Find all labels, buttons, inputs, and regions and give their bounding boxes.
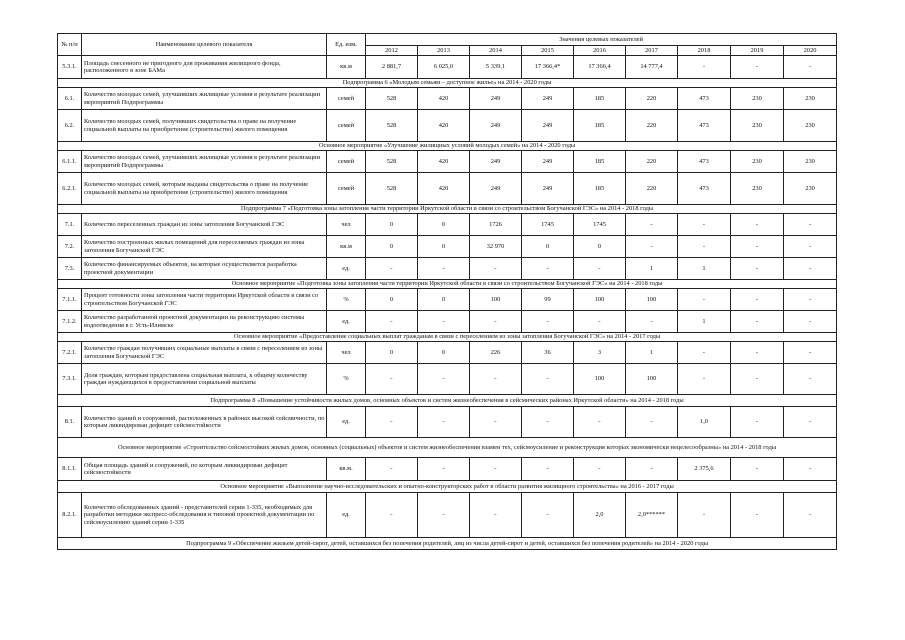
value-cell: 100 [470,289,522,311]
value-cell: 249 [470,173,522,205]
value-cell: 185 [574,173,626,205]
value-cell: 185 [574,110,626,142]
indicator-unit: семей [327,88,366,110]
row-number: 7.1. [58,214,82,236]
section-title: Подпрограмма 7 «Подготовка зоны затопления части территории Иркутской области в связи со строительством Богучанской ГЭС» на 2014 - 2018 годы [58,205,837,214]
indicator-unit: ед. [327,258,366,280]
value-cell: 0 [522,236,574,258]
table-row [58,258,837,280]
header-year: 2012 [366,46,418,56]
value-cell: 230 [731,110,784,142]
header-unit: Ед. изм. [327,34,366,56]
value-cell: 0 [418,236,470,258]
value-cell: 528 [366,151,418,173]
table-row [58,151,837,173]
table-row [58,493,837,538]
value-cell: - [470,364,522,395]
value-cell: - [366,493,418,538]
section-title: Основное мероприятие «Строительство сейсмостойких жилых домов, основных (социальных) объектов и систем жизнеобеспечения взамен тех, сейсмоусиление и реконструкция которых экономически нецелесообразны» на 2014 - 2018 годы [58,438,837,458]
value-cell: 1745 [574,214,626,236]
value-cell: 249 [470,88,522,110]
header-year: 2013 [418,46,470,56]
value-cell: 0 [366,214,418,236]
indicator-name: Количество молодых семей, которым выданы свидетельства о праве на получение социальной выплаты на приобретение (строительство) жилого помещения [82,173,327,205]
indicator-unit: кв.м [327,236,366,258]
indicator-unit: ед. [327,407,366,438]
value-cell: - [731,364,784,395]
value-cell: - [678,236,731,258]
header-year: 2017 [626,46,678,56]
table-row [58,311,837,333]
row-number: 7.3.1. [58,364,82,395]
value-cell: - [366,407,418,438]
value-cell: - [626,236,678,258]
value-cell: 185 [574,88,626,110]
value-cell: - [418,311,470,333]
value-cell: 1745 [522,214,574,236]
value-cell: 420 [418,173,470,205]
value-cell: - [522,311,574,333]
value-cell: - [522,258,574,280]
value-cell: - [731,236,784,258]
table-row [58,173,837,205]
row-number: 8.1.1. [58,458,82,481]
indicator-name: Количество построенных жилых помещений для переселяемых граждан из зоны затопления Богучанской ГЭС [82,236,327,258]
value-cell: - [418,493,470,538]
indicator-unit: кв.м. [327,458,366,481]
value-cell: 420 [418,110,470,142]
section-title: Основное мероприятие «Подготовка зоны затопления части территории Иркутской области в связи со строительством Богучанской ГЭС» на 2014 - 2018 годы [58,280,837,289]
value-cell: 473 [678,110,731,142]
value-cell: - [574,458,626,481]
section-title: Основное мероприятие «Выполнение научно-исследовательских и опытно-конструкторских работ в области развития жилищного строительства» на 2016 - 2017 годы [58,481,837,493]
indicator-name: Количество переселенных граждан из зоны затопления Богучанской ГЭС [82,214,327,236]
value-cell: 230 [731,88,784,110]
value-cell: - [784,214,837,236]
value-cell: 0 [418,214,470,236]
value-cell: - [626,458,678,481]
value-cell: - [784,56,837,79]
value-cell: 473 [678,151,731,173]
value-cell: - [626,407,678,438]
value-cell: - [731,458,784,481]
value-cell: 230 [784,173,837,205]
value-cell: 249 [522,88,574,110]
value-cell: - [470,493,522,538]
value-cell: - [470,258,522,280]
value-cell: 100 [626,364,678,395]
value-cell: - [366,458,418,481]
value-cell: 1 [626,258,678,280]
row-number: 6.2.1. [58,173,82,205]
value-cell: - [522,364,574,395]
value-cell: 528 [366,88,418,110]
value-cell: - [522,407,574,438]
indicator-unit: % [327,364,366,395]
table-row [58,407,837,438]
table-row [58,88,837,110]
indicator-unit: ед. [327,493,366,538]
value-cell: - [366,258,418,280]
value-cell: 230 [784,88,837,110]
table-row [58,56,837,79]
value-cell: 420 [418,151,470,173]
value-cell: 17 366,4* [522,56,574,79]
value-cell: - [626,311,678,333]
indicator-name: Количество финансируемых объектов, на которые осуществляется разработка проектной документации [82,258,327,280]
row-number: 8.1. [58,407,82,438]
section-row [58,333,837,342]
value-cell: - [574,311,626,333]
value-cell: 249 [522,151,574,173]
value-cell: 0 [574,236,626,258]
section-title: Основное мероприятие «Предоставление социальных выплат гражданам в связи с переселением из зоны затопления Богучанской ГЭС» на 2014 - 2017 годы [58,333,837,342]
section-row [58,438,837,458]
value-cell: 36 [522,342,574,364]
value-cell: - [678,56,731,79]
value-cell: 100 [574,289,626,311]
value-cell: 0 [418,289,470,311]
indicator-name: Общая площадь зданий и сооружений, по которым ликвидирован дефицит сейсмостойкости [82,458,327,481]
section-row [58,280,837,289]
table-row [58,289,837,311]
row-number: 7.1.1. [58,289,82,311]
value-cell: - [784,236,837,258]
indicator-unit: семей [327,110,366,142]
value-cell: - [784,493,837,538]
value-cell: 3 [574,342,626,364]
indicator-unit: кв.м [327,56,366,79]
target-indicators-table [57,33,837,550]
value-cell: 100 [574,364,626,395]
value-cell: - [678,364,731,395]
section-title: Основное мероприятие «Улучшение жилищных условий молодых семей» на 2014 - 2020 годы [58,142,837,151]
value-cell: 0 [366,236,418,258]
value-cell: - [678,342,731,364]
value-cell: - [418,258,470,280]
header-indicator-name: Наименование целевого показателя [82,34,327,56]
value-cell: - [678,493,731,538]
row-number: 7.2. [58,236,82,258]
row-number: 8.2.1. [58,493,82,538]
section-row [58,538,837,550]
row-number: 7.2.1. [58,342,82,364]
value-cell: - [784,311,837,333]
value-cell: 230 [784,151,837,173]
indicator-name: Количество молодых семей, получивших свидетельства о праве на получение социальной выплаты на приобретение (строительство) жилого помещения [82,110,327,142]
indicator-name: Доля граждан, которым предоставлена социальная выплата, к общему количеству граждан нуждающихся в предоставлении социальной выплаты [82,364,327,395]
table-row [58,458,837,481]
value-cell: 1,0 [678,407,731,438]
value-cell: - [784,458,837,481]
header-year: 2018 [678,46,731,56]
value-cell: 2,0 [574,493,626,538]
value-cell: 14 777,4 [626,56,678,79]
value-cell: - [678,214,731,236]
indicator-name: Процент готовности зоны затопления части территории Иркутской области в связи со строительством Богучанской ГЭС [82,289,327,311]
value-cell: - [784,258,837,280]
value-cell: - [522,493,574,538]
indicator-table-sheet [57,33,835,550]
value-cell: 220 [626,151,678,173]
value-cell: 0 [366,342,418,364]
indicator-name: Количество граждан получивших социальные выплаты в связи с переселением из зоны затопления Богучанской ГЭС [82,342,327,364]
value-cell: 420 [418,88,470,110]
section-row [58,205,837,214]
value-cell: 226 [470,342,522,364]
indicator-name: Количество обследованных зданий - представителей серии 1-335, необходимых для разработки методики экспресс-обследования и типовой проектной документации по сейсмоусилению зданий серии 1-335 [82,493,327,538]
value-cell: 230 [731,151,784,173]
value-cell: 249 [522,110,574,142]
value-cell: 1 [626,342,678,364]
header-values-title: Значения целевых показателей [366,34,837,46]
value-cell: - [574,407,626,438]
section-title: Подпрограмма 8 «Повышение устойчивости жилых домов, основных объектов и систем жизнеобеспечения в сейсмических районах Иркутской области» на 2014 - 2018 годы [58,395,837,407]
value-cell: - [418,364,470,395]
row-number: 6.1.1. [58,151,82,173]
section-title: Подпрограмма 6 «Молодым семьям – доступное жилье» на 2014 - 2020 годы [58,79,837,88]
value-cell: - [626,214,678,236]
table-row [58,236,837,258]
value-cell: 528 [366,173,418,205]
header-year: 2019 [731,46,784,56]
header-year: 2014 [470,46,522,56]
value-cell: 473 [678,173,731,205]
value-cell: - [366,364,418,395]
indicator-unit: чел [327,214,366,236]
indicator-unit: семей [327,151,366,173]
value-cell: - [678,289,731,311]
row-number: 6.2. [58,110,82,142]
value-cell: - [784,342,837,364]
value-cell: - [731,407,784,438]
value-cell: 2 375,6 [678,458,731,481]
value-cell: 473 [678,88,731,110]
header-num: № п/п [58,34,82,56]
value-cell: 2,0****** [626,493,678,538]
value-cell: - [574,258,626,280]
value-cell: - [731,311,784,333]
value-cell: 32 970 [470,236,522,258]
header-year: 2016 [574,46,626,56]
value-cell: 230 [784,110,837,142]
section-row [58,79,837,88]
value-cell: - [731,56,784,79]
section-title: Подпрограмма 9 «Обеспечение жильем детей-сирот, детей, оставшихся без попечения родителей, лиц из числа детей-сирот и детей, оставшихся без попечения родителей» на 2014 - 2020 годы [58,538,837,550]
indicator-unit: чел [327,342,366,364]
table-row [58,214,837,236]
value-cell: - [784,407,837,438]
value-cell: 220 [626,110,678,142]
indicator-name: Количество разработанной проектной документации на реконструкцию системы водоотведения в г. Усть-Илимске [82,311,327,333]
section-row [58,142,837,151]
value-cell: 6 025,0 [418,56,470,79]
value-cell: - [366,311,418,333]
value-cell: 249 [522,173,574,205]
value-cell: 528 [366,110,418,142]
value-cell: 249 [470,151,522,173]
value-cell: 1726 [470,214,522,236]
row-number: 7.3. [58,258,82,280]
value-cell: 0 [366,289,418,311]
table-row [58,110,837,142]
row-number: 6.1. [58,88,82,110]
header-year: 2015 [522,46,574,56]
value-cell: - [731,342,784,364]
value-cell: 1 [678,258,731,280]
value-cell: - [731,289,784,311]
value-cell: 220 [626,173,678,205]
value-cell: 17 366,4 [574,56,626,79]
value-cell: 99 [522,289,574,311]
row-number: 7.1.2. [58,311,82,333]
indicator-name: Количество молодых семей, улучшивших жилищные условия в результате реализации мероприятий Подпрограммы [82,88,327,110]
value-cell: - [470,458,522,481]
value-cell: - [522,458,574,481]
section-row [58,395,837,407]
row-number: 5.3.1. [58,56,82,79]
section-row [58,481,837,493]
value-cell: 2 881,7 [366,56,418,79]
value-cell: - [731,493,784,538]
indicator-name: Площадь снесенного не пригодного для проживания жилищного фонда, расположенного в зоне БАМа [82,56,327,79]
value-cell: 5 339,1 [470,56,522,79]
value-cell: - [418,458,470,481]
table-row [58,364,837,395]
value-cell: 249 [470,110,522,142]
indicator-name: Количество зданий и сооружений, расположенных в районах высокой сейсмичности, по которым ликвидирован дефицит сейсмостойкости [82,407,327,438]
value-cell: 100 [626,289,678,311]
indicator-unit: % [327,289,366,311]
value-cell: 230 [731,173,784,205]
indicator-unit: ед. [327,311,366,333]
indicator-name: Количество молодых семей, улучшивших жилищные условия в результате реализации мероприятий Подпрограммы [82,151,327,173]
value-cell: 0 [418,342,470,364]
value-cell: - [731,258,784,280]
table-row [58,342,837,364]
value-cell: - [470,407,522,438]
header-year: 2020 [784,46,837,56]
value-cell: 1 [678,311,731,333]
value-cell: - [784,364,837,395]
value-cell: 220 [626,88,678,110]
value-cell: - [418,407,470,438]
value-cell: 185 [574,151,626,173]
indicator-unit: семей [327,173,366,205]
value-cell: - [784,289,837,311]
value-cell: - [470,311,522,333]
value-cell: - [731,214,784,236]
